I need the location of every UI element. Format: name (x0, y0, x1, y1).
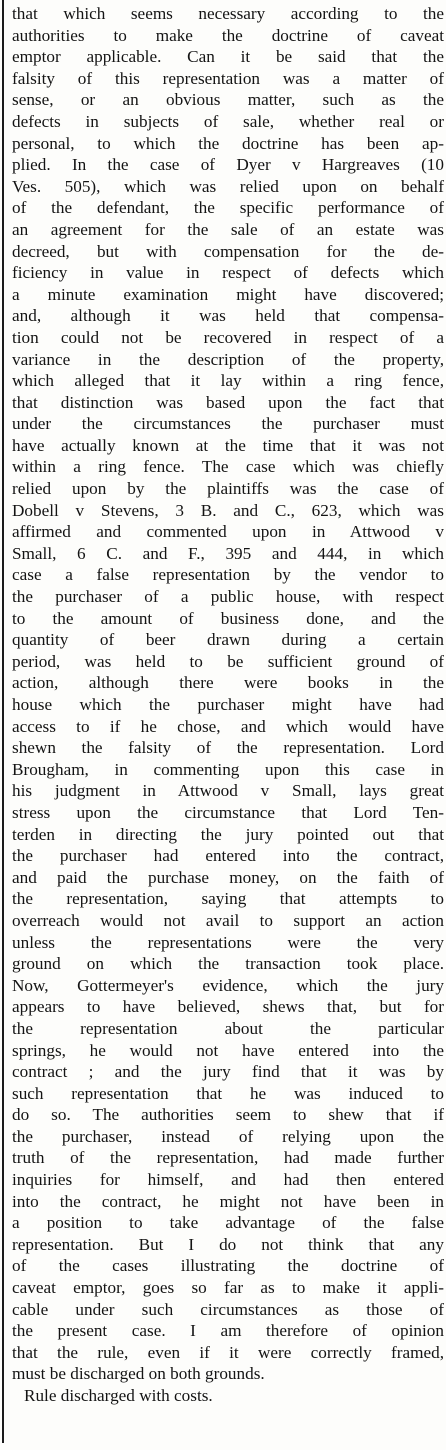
text-line: the purchaser of a public house, with respect (12, 587, 444, 607)
text-line: the representation, saying that attempts to (12, 889, 444, 909)
text-line: must be discharged on both grounds. (12, 1364, 265, 1384)
text-line: that the rule, even if it were correctly framed, (12, 1342, 444, 1362)
text-line: Ves. 505), which was relied upon on behalf (12, 176, 444, 196)
text-line: Brougham, in commenting upon this case in (12, 759, 444, 779)
text-line: and paid the purchase money, on the faith of (12, 867, 444, 887)
text-line: within a ring fence. The case which was chiefly (12, 457, 444, 477)
text-line: falsity of this representation was a matter of (12, 68, 444, 88)
text-line: have actually known at the time that it was not (12, 435, 444, 455)
text-line: that which seems necessary according to the (12, 4, 444, 23)
text-line: shewn the falsity of the representation. Lord (12, 738, 444, 758)
text-line: relied upon by the plaintiffs was the case of (12, 479, 444, 499)
text-line: to the amount of business done, and the (12, 608, 444, 628)
text-line: stress upon the circumstance that Lord Ten- (12, 802, 444, 822)
text-line: unless the representations were the very (12, 932, 444, 952)
text-line: defects in subjects of sale, whether real or (12, 111, 444, 131)
text-line: caveat emptor, goes so far as to make it appli- (12, 1278, 444, 1298)
column-rule (2, 0, 4, 1443)
text-line: action, although there were books in the (12, 673, 444, 693)
text-line: which alleged that it lay within a ring fence, (12, 371, 444, 391)
text-line: cable under such circumstances as those of (12, 1299, 444, 1319)
text-line: representation. But I do not think that any (12, 1234, 444, 1254)
text-line: into the contract, he might not have been in (12, 1191, 444, 1211)
text-line: tion could not be recovered in respect of a (12, 327, 444, 347)
text-line: Small, 6 C. and F., 395 and 444, in which (12, 543, 444, 563)
text-line: case a false representation by the vendor to (12, 565, 444, 585)
text-line: the purchaser had entered into the contract, (12, 846, 444, 866)
text-line: his judgment in Attwood v Small, lays great (12, 781, 444, 801)
text-line: plied. In the case of Dyer v Hargreaves (10 (12, 155, 444, 175)
text-line: the present case. I am therefore of opinion (12, 1321, 444, 1341)
text-line: overreach would not avail to support an action (12, 910, 444, 930)
text-line: a position to take advantage of the false (12, 1213, 444, 1233)
text-line: period, was held to be sufficient ground of (12, 651, 444, 671)
text-line: Now, Gottermeyer's evidence, which the jury (12, 975, 444, 995)
text-line: truth of the representation, had made further (12, 1148, 444, 1168)
text-line: sense, or an obvious matter, such as the (12, 90, 444, 110)
text-line: ground on which the transaction took place. (12, 954, 444, 974)
text-line: and, although it was held that compensa- (12, 306, 444, 326)
text-line: contract ; and the jury find that it was by (12, 1062, 444, 1082)
text-line: ficiency in value in respect of defects which (12, 263, 444, 283)
closing-line: Rule discharged with costs. (24, 1386, 213, 1405)
text-line: appears to have believed, shews that, but for (12, 997, 444, 1017)
text-line: personal, to which the doctrine has been ap- (12, 133, 444, 153)
text-line: access to if he chose, and which would have (12, 716, 444, 736)
text-line: terden in directing the jury pointed out that (12, 824, 444, 844)
text-line: house which the purchaser might have had (12, 695, 444, 714)
text-line: inquiries for himself, and had then entered (12, 1170, 444, 1190)
judgment-text (12, 3, 444, 1407)
text-line: under the circumstances the purchaser must (12, 414, 444, 434)
text-line: a minute examination might have discovered; (12, 284, 444, 304)
text-line: affirmed and commented upon in Attwood v (12, 522, 444, 542)
text-line: of the cases illustrating the doctrine of (12, 1256, 444, 1276)
text-line: emptor applicable. Can it be said that the (12, 47, 444, 67)
text-line: authorities to make the doctrine of caveat (12, 25, 444, 45)
text-line: an agreement for the sale of an estate was (12, 219, 444, 239)
text-line: the purchaser, instead of relying upon the (12, 1126, 444, 1146)
text-line: of the defendant, the specific performance of (12, 198, 444, 218)
text-line: quantity of beer drawn during a certain (12, 630, 444, 650)
text-line: Dobell v Stevens, 3 B. and C., 623, which was (12, 500, 444, 520)
text-line: that distinction was based upon the fact that (12, 392, 444, 412)
text-line: do so. The authorities seem to shew that if (12, 1105, 444, 1125)
text-line: decreed, but with compensation for the de- (12, 241, 444, 261)
text-line: the representation about the particular (12, 1018, 444, 1038)
text-line: springs, he would not have entered into the (12, 1040, 444, 1060)
text-line: variance in the description of the property, (12, 349, 444, 369)
text-line: such representation that he was induced to (12, 1083, 444, 1103)
